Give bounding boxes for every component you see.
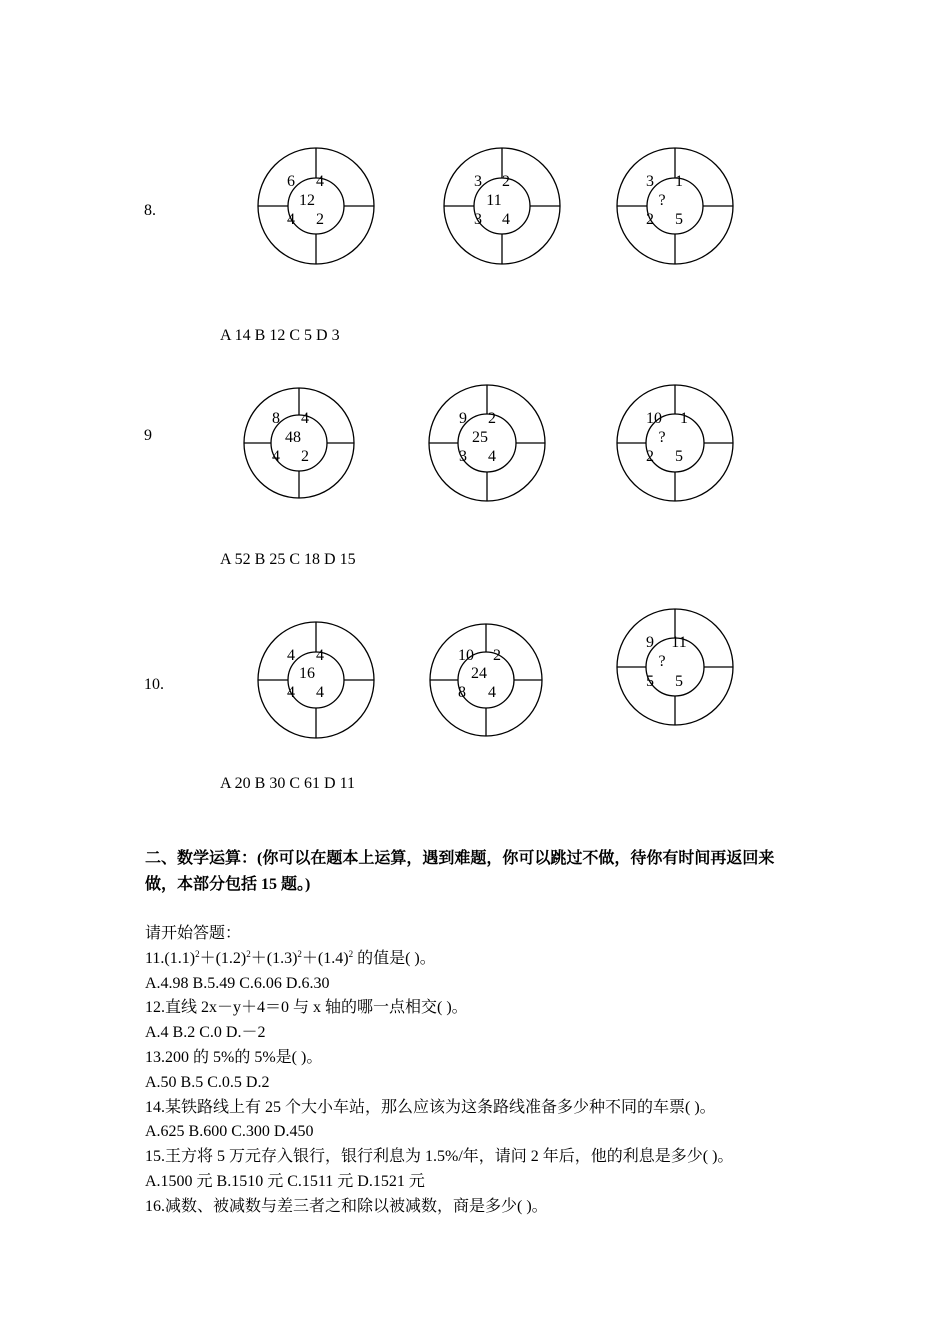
ring-center-number: 16 bbox=[299, 665, 315, 682]
ring-number: 4 bbox=[316, 647, 324, 664]
ring-number: 4 bbox=[287, 647, 295, 664]
question-11-options: A.4.98 B.5.49 C.6.06 D.6.30 bbox=[145, 974, 330, 992]
ring-number: 2 bbox=[493, 647, 501, 664]
ring-number: 4 bbox=[301, 410, 309, 427]
ring-number: 8 bbox=[458, 684, 466, 701]
ring-center-number: ? bbox=[658, 429, 666, 446]
ring-number: 4 bbox=[272, 448, 280, 465]
ring-number: 4 bbox=[287, 211, 295, 228]
ring-number: 2 bbox=[301, 448, 309, 465]
intro-text: 请开始答题： bbox=[145, 925, 242, 942]
q11-part: ＋(1.4) bbox=[301, 949, 349, 967]
ring-center-number: 11 bbox=[486, 192, 502, 209]
ring-number: 5 bbox=[675, 448, 683, 465]
ring-center-number: 25 bbox=[472, 429, 488, 446]
ring-number: 2 bbox=[502, 173, 510, 190]
ring-number: 2 bbox=[646, 448, 654, 465]
ring-number: 5 bbox=[646, 673, 654, 690]
question-11 bbox=[145, 947, 733, 972]
ring-number: 5 bbox=[675, 673, 683, 690]
question-number-9: 9 bbox=[144, 427, 152, 444]
ring-number: 8 bbox=[272, 410, 280, 427]
ring-center-number: ? bbox=[658, 653, 666, 670]
ring-center-number: 24 bbox=[471, 665, 487, 682]
q11-part: 11.(1.1) bbox=[145, 949, 196, 967]
q11-exponent: 2 bbox=[246, 948, 251, 959]
ring-number: 4 bbox=[488, 684, 496, 701]
question-13-options: A.50 B.5 C.0.5 D.2 bbox=[145, 1073, 270, 1091]
ring-number: 3 bbox=[474, 211, 482, 228]
ring-number: 4 bbox=[316, 684, 324, 701]
question-number-10: 10. bbox=[144, 676, 164, 693]
ring-number: 2 bbox=[316, 211, 324, 228]
q11-exponent: 2 bbox=[195, 948, 200, 959]
ring-number: 2 bbox=[488, 410, 496, 427]
ring-number: 9 bbox=[646, 634, 654, 651]
ring-number: 6 bbox=[287, 173, 295, 190]
q11-exponent: 2 bbox=[297, 948, 302, 959]
ring-number: 2 bbox=[646, 211, 654, 228]
question-number-8: 8. bbox=[144, 202, 156, 219]
ring-number: 4 bbox=[488, 448, 496, 465]
ring-number: 3 bbox=[459, 448, 467, 465]
q11-part: ＋(1.2) bbox=[199, 949, 247, 967]
question-12-options: A.4 B.2 C.0 D.－2 bbox=[145, 1024, 266, 1042]
ring-number: 4 bbox=[502, 211, 510, 228]
ring-number: 10 bbox=[646, 410, 662, 427]
question-14: 14.某铁路线上有 25 个大小车站，那么应该为这条路线准备多少种不同的车票( )。 bbox=[145, 1098, 716, 1116]
question-8-options: A 14 B 12 C 5 D 3 bbox=[220, 327, 340, 344]
ring-number: 3 bbox=[646, 173, 654, 190]
question-12: 12.直线 2x－y＋4＝0 与 x 轴的哪一点相交( )。 bbox=[145, 999, 468, 1017]
question-15: 15.王方将 5 万元存入银行，银行利息为 1.5%/年，请问 2 年后，他的利息是多少( )。 bbox=[145, 1148, 734, 1166]
ring-number: 4 bbox=[287, 684, 295, 701]
ring-center-number: 48 bbox=[285, 429, 301, 446]
ring-number: 10 bbox=[458, 647, 474, 664]
question-10-options: A 20 B 30 C 61 D 11 bbox=[220, 775, 355, 792]
section-heading: 二、数学运算：(你可以在题本上运算，遇到难题，你可以跳过不做，待你有时间再返回来做，本部分包括 15 题。) bbox=[145, 850, 775, 893]
ring-number: 9 bbox=[459, 410, 467, 427]
q11-part: ＋(1.3) bbox=[250, 949, 298, 967]
ring-number: 1 bbox=[675, 173, 683, 190]
question-14-options: A.625 B.600 C.300 D.450 bbox=[145, 1123, 314, 1141]
ring-center-number: ? bbox=[658, 192, 666, 209]
ring-number: 3 bbox=[474, 173, 482, 190]
question-list bbox=[145, 922, 733, 1220]
ring-number: 11 bbox=[671, 634, 687, 651]
question-15-options: A.1500 元 B.1510 元 C.1511 元 D.1521 元 bbox=[145, 1172, 425, 1190]
ring-number: 1 bbox=[680, 410, 688, 427]
ring-center-number: 12 bbox=[299, 192, 315, 209]
question-16: 16.减数、被减数与差三者之和除以被减数，商是多少( )。 bbox=[145, 1197, 548, 1215]
question-9-options: A 52 B 25 C 18 D 15 bbox=[220, 551, 356, 568]
q11-exponent: 2 bbox=[348, 948, 354, 959]
ring-number: 4 bbox=[316, 173, 324, 190]
q11-part: 的值是( )。 bbox=[353, 949, 436, 967]
question-13: 13.200 的 5%的 5%是( )。 bbox=[145, 1048, 323, 1066]
ring-number: 5 bbox=[675, 211, 683, 228]
